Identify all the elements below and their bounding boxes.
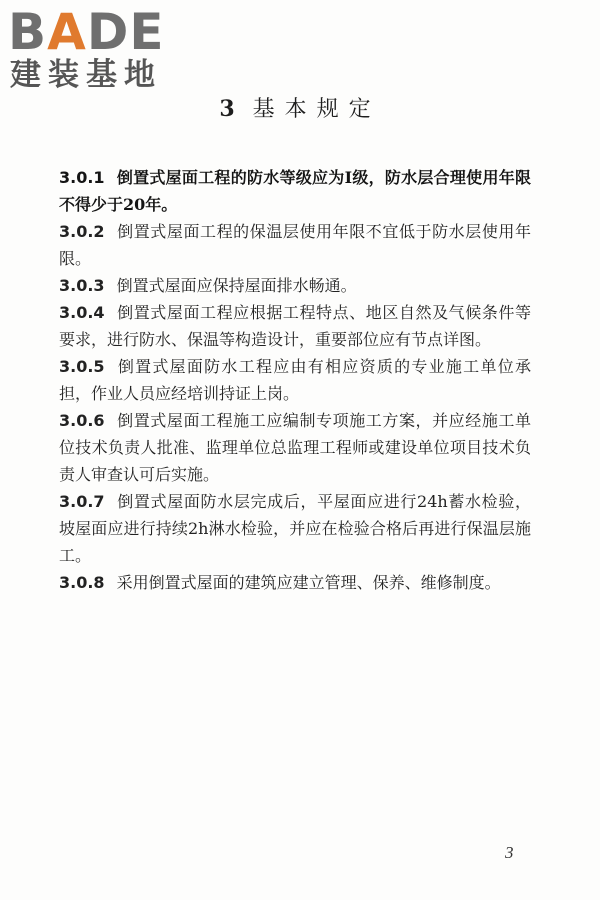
- clause-text: 倒置式屋面工程的防水等级应为Ⅰ级，防水层合理使用年限不得少于20年。: [59, 168, 531, 214]
- clause-item: [59, 569, 531, 596]
- clause-item: [59, 164, 531, 218]
- clause-text: 倒置式屋面工程施工应编制专项施工方案，并应经施工单位技术负责人批准、监理单位总监理工程师或建设单位项目技术负责人审查认可后实施。: [59, 411, 531, 484]
- clause-text: 倒置式屋面应保持屋面排水畅通。: [116, 276, 357, 295]
- clause-number: 3.0.7: [59, 492, 105, 511]
- clause-number: 3.0.8: [59, 573, 105, 592]
- clause-text: 倒置式屋面防水层完成后，平屋面应进行24h蓄水检验，坡屋面应进行持续2h淋水检验，并应在检验合格后再进行保温层施工。: [59, 492, 531, 565]
- clause-number: 3.0.4: [59, 303, 105, 322]
- clause-item: [59, 488, 531, 569]
- chapter-heading: 基本规定: [252, 97, 381, 122]
- clause-number: 3.0.1: [59, 168, 105, 187]
- clause-item: [59, 407, 531, 488]
- clause-item: [59, 299, 531, 353]
- clause-number: 3.0.2: [59, 222, 105, 241]
- page-number: 3: [505, 843, 514, 862]
- clause-item: [59, 218, 531, 272]
- logo-subtitle: 建装基地: [10, 57, 162, 93]
- clause-number: 3.0.3: [59, 276, 105, 295]
- clause-number: 3.0.6: [59, 411, 105, 430]
- clause-list: [59, 164, 531, 596]
- clause-item: [59, 272, 531, 299]
- clause-text: 倒置式屋面防水工程应由有相应资质的专业施工单位承担，作业人员应经培训持证上岗。: [59, 357, 531, 403]
- chapter-number: 3: [219, 96, 245, 122]
- clause-text: 倒置式屋面工程的保温层使用年限不宜低于防水层使用年限。: [59, 222, 531, 268]
- clause-number: 3.0.5: [59, 357, 105, 376]
- clause-item: [59, 353, 531, 407]
- chapter-title: [0, 94, 600, 125]
- clause-text: 采用倒置式屋面的建筑应建立管理、保养、维修制度。: [116, 573, 501, 592]
- bade-logo: [8, 3, 178, 96]
- clause-text: 倒置式屋面工程应根据工程特点、地区自然及气候条件等要求，进行防水、保温等构造设计，重要部位应有节点详图。: [59, 303, 531, 349]
- logo-wordmark: BADE: [8, 3, 165, 61]
